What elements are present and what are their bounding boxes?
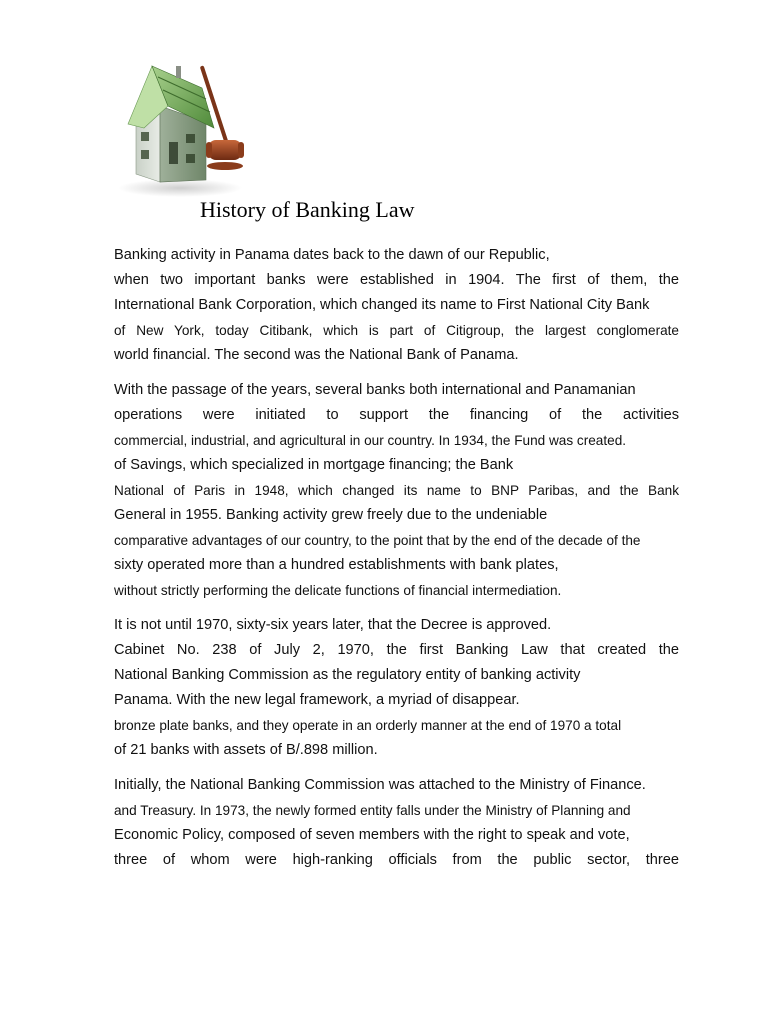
text-line: It is not until 1970, sixty-six years later, that the Decree is approved. [114,617,552,633]
text-line: sixty operated more than a hundred establishments with bank plates, [114,557,559,573]
text-line: Economic Policy, composed of seven members with the right to speak and vote, [114,827,630,843]
house-banknotes-gavel-icon [114,62,262,197]
text-line: National of Paris in 1948, which changed its name to BNP Paribas, and the Bank [114,483,679,498]
text-line: and Treasury. In 1973, the newly formed entity falls under the Ministry of Planning and [114,803,631,818]
paragraph [114,613,679,763]
text-line: of 21 banks with assets of B/.898 million. [114,742,378,758]
text-line: Banking activity in Panama dates back to the dawn of our Republic, [114,247,550,263]
paragraph [114,773,679,873]
document-title: History of Banking Law [200,197,415,222]
text-line: With the passage of the years, several banks both international and Panamanian [114,382,636,398]
text-line: of New York, today Citibank, which is part of Citigroup, the largest conglomerate [114,323,679,338]
text-line: Panama. With the new legal framework, a myriad of disappear. [114,692,520,708]
document-body [114,243,679,883]
text-line: commercial, industrial, and agricultural in our country. In 1934, the Fund was created. [114,433,627,448]
text-line: when two important banks were established in 1904. The first of them, the [114,272,679,288]
text-line: bronze plate banks, and they operate in an orderly manner at the end of 1970 a total [114,718,622,733]
text-line: world financial. The second was the National Bank of Panama. [114,347,519,363]
text-line: comparative advantages of our country, to the point that by the end of the decade of the [114,533,641,548]
paragraph [114,243,679,368]
text-line: National Banking Commission as the regulatory entity of banking activity [114,667,581,683]
text-line: International Bank Corporation, which changed its name to First National City Bank [114,297,650,313]
text-line: operations were initiated to support the financing of the activities [114,407,679,423]
text-line: without strictly performing the delicate functions of financial intermediation. [114,583,562,598]
text-line: three of whom were high-ranking officials from the public sector, three [114,852,679,868]
text-line: Initially, the National Banking Commission was attached to the Ministry of Finance. [114,777,646,793]
text-line: General in 1955. Banking activity grew freely due to the undeniable [114,507,548,523]
text-line: Cabinet No. 238 of July 2, 1970, the first Banking Law that created the [114,642,679,658]
text-line: of Savings, which specialized in mortgage financing; the Bank [114,457,514,473]
paragraph [114,378,679,603]
